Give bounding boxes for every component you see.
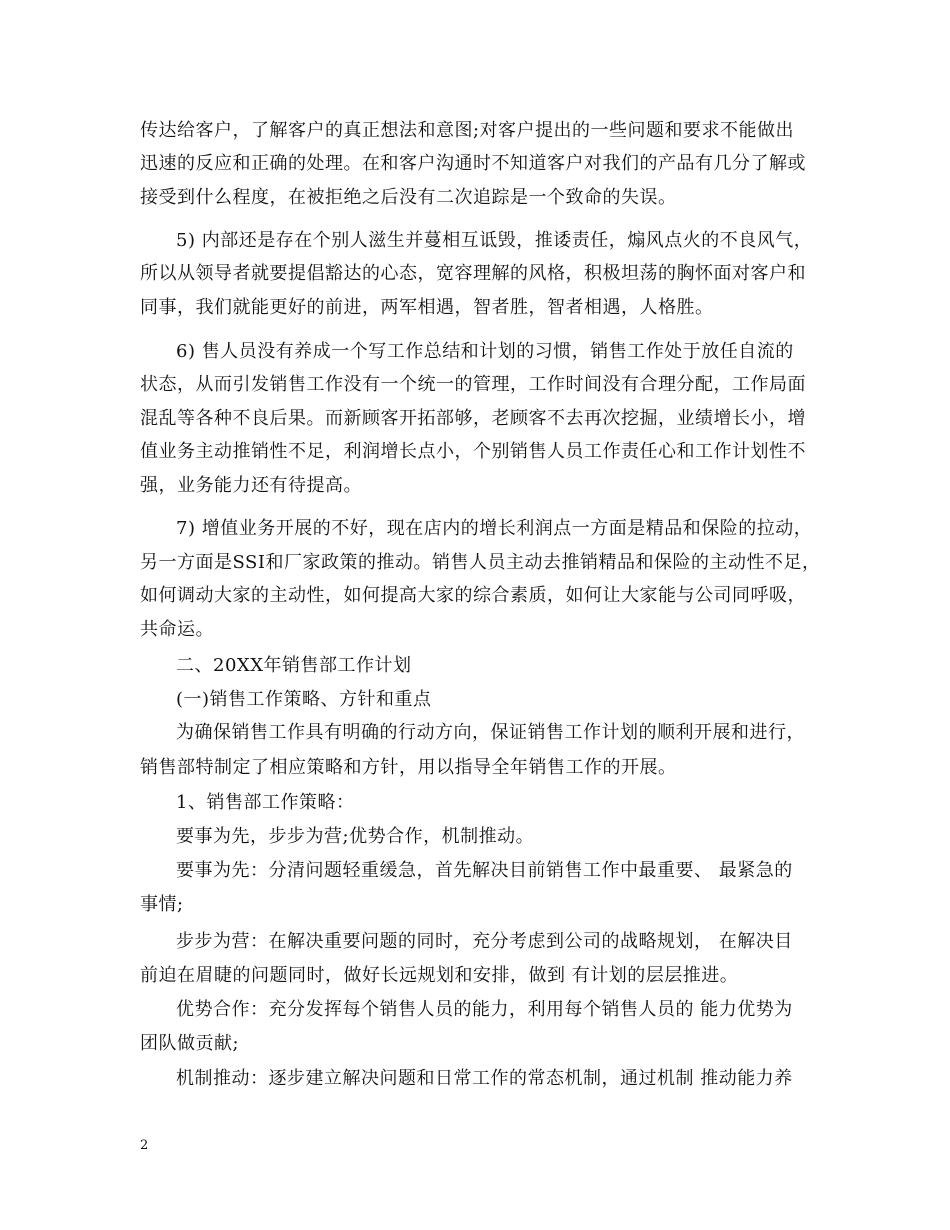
paragraph-5-start: 5) 内部还是存在个别人滋生并蔓相互诋毁，推诿责任，煽风点火的不良风气， [176, 230, 813, 251]
body-text-line: 状态，从而引发销售工作没有一个统一的管理，工作时间没有合理分配，工作局面 [140, 374, 806, 395]
body-text-line: 步步为营：在解决重要问题的同时，充分考虑到公司的战略规划， 在解决目 [176, 931, 793, 952]
body-text-line: 事情; [140, 894, 184, 915]
paragraph-7-start: 7) 增值业务开展的不好，现在店内的增长利润点一方面是精品和保险的拉动， [176, 518, 813, 539]
body-text-line: 销售部特制定了相应策略和方针，用以指导全年销售工作的开展。 [140, 757, 677, 778]
body-text-line: 混乱等各种不良后果。而新顾客开拓部够，老顾客不去再次挖掘，业绩增长小，增 [140, 408, 806, 429]
body-text-line: 接受到什么程度，在被拒绝之后没有二次追踪是一个致命的失误。 [140, 187, 677, 208]
body-text-line: 共命运。 [140, 619, 214, 640]
body-text-line: 如何调动大家的主动性，如何提高大家的综合素质，如何让大家能与公司同呼吸， [140, 585, 806, 606]
body-text-line: 传达给客户，了解客户的真正想法和意图;对客户提出的一些问题和要求不能做出 [140, 120, 795, 141]
body-text-line: 优势合作：充分发挥每个销售人员的能力，利用每个销售人员的 能力优势为 [176, 999, 793, 1020]
body-text-line: 迅速的反应和正确的处理。在和客户沟通时不知道客户对我们的产品有几分了解或 [140, 153, 806, 174]
body-text-line: 为确保销售工作具有明确的行动方向，保证销售工作计划的顺利开展和进行， [176, 722, 805, 743]
body-text-line: 机制推动：逐步建立解决问题和日常工作的常态机制，通过机制 推动能力养 [176, 1068, 793, 1089]
paragraph-6-start: 6) 售人员没有养成一个写工作总结和计划的习惯，销售工作处于放任自流的 [176, 341, 794, 362]
body-text-line: 所以从领导者就要提倡豁达的心态，宽容理解的风格，积极坦荡的胸怀面对客户和 [140, 263, 806, 284]
subsection-heading: (一)销售工作策略、方针和重点 [176, 689, 432, 710]
list-heading: 1、销售部工作策略： [176, 792, 355, 813]
body-text-line: 同事，我们就能更好的前进，两军相遇，智者胜，智者相遇，人格胜。 [140, 297, 714, 318]
body-text-line: 团队做贡献; [140, 1033, 240, 1054]
body-text-line: 要事为先，步步为营;优势合作，机制推动。 [176, 826, 535, 847]
body-text-line: 强，业务能力还有待提高。 [140, 475, 362, 496]
page-number: 2 [140, 1138, 149, 1153]
section-heading: 二、20XX年销售部工作计划 [176, 655, 412, 676]
body-text-line: 要事为先：分清问题轻重缓急，首先解决目前销售工作中最重要、 最紧急的 [176, 860, 793, 881]
body-text-line: 值业务主动推销性不足，利润增长点小，个别销售人员工作责任心和工作计划性不 [140, 441, 806, 462]
body-text-line: 另一方面是SSI和厂家政策的推动。销售人员主动去推销精品和保险的主动性不足， [140, 552, 821, 573]
body-text-line: 前迫在眉睫的问题同时，做好长远规划和安排，做到 有计划的层层推进。 [140, 965, 739, 986]
